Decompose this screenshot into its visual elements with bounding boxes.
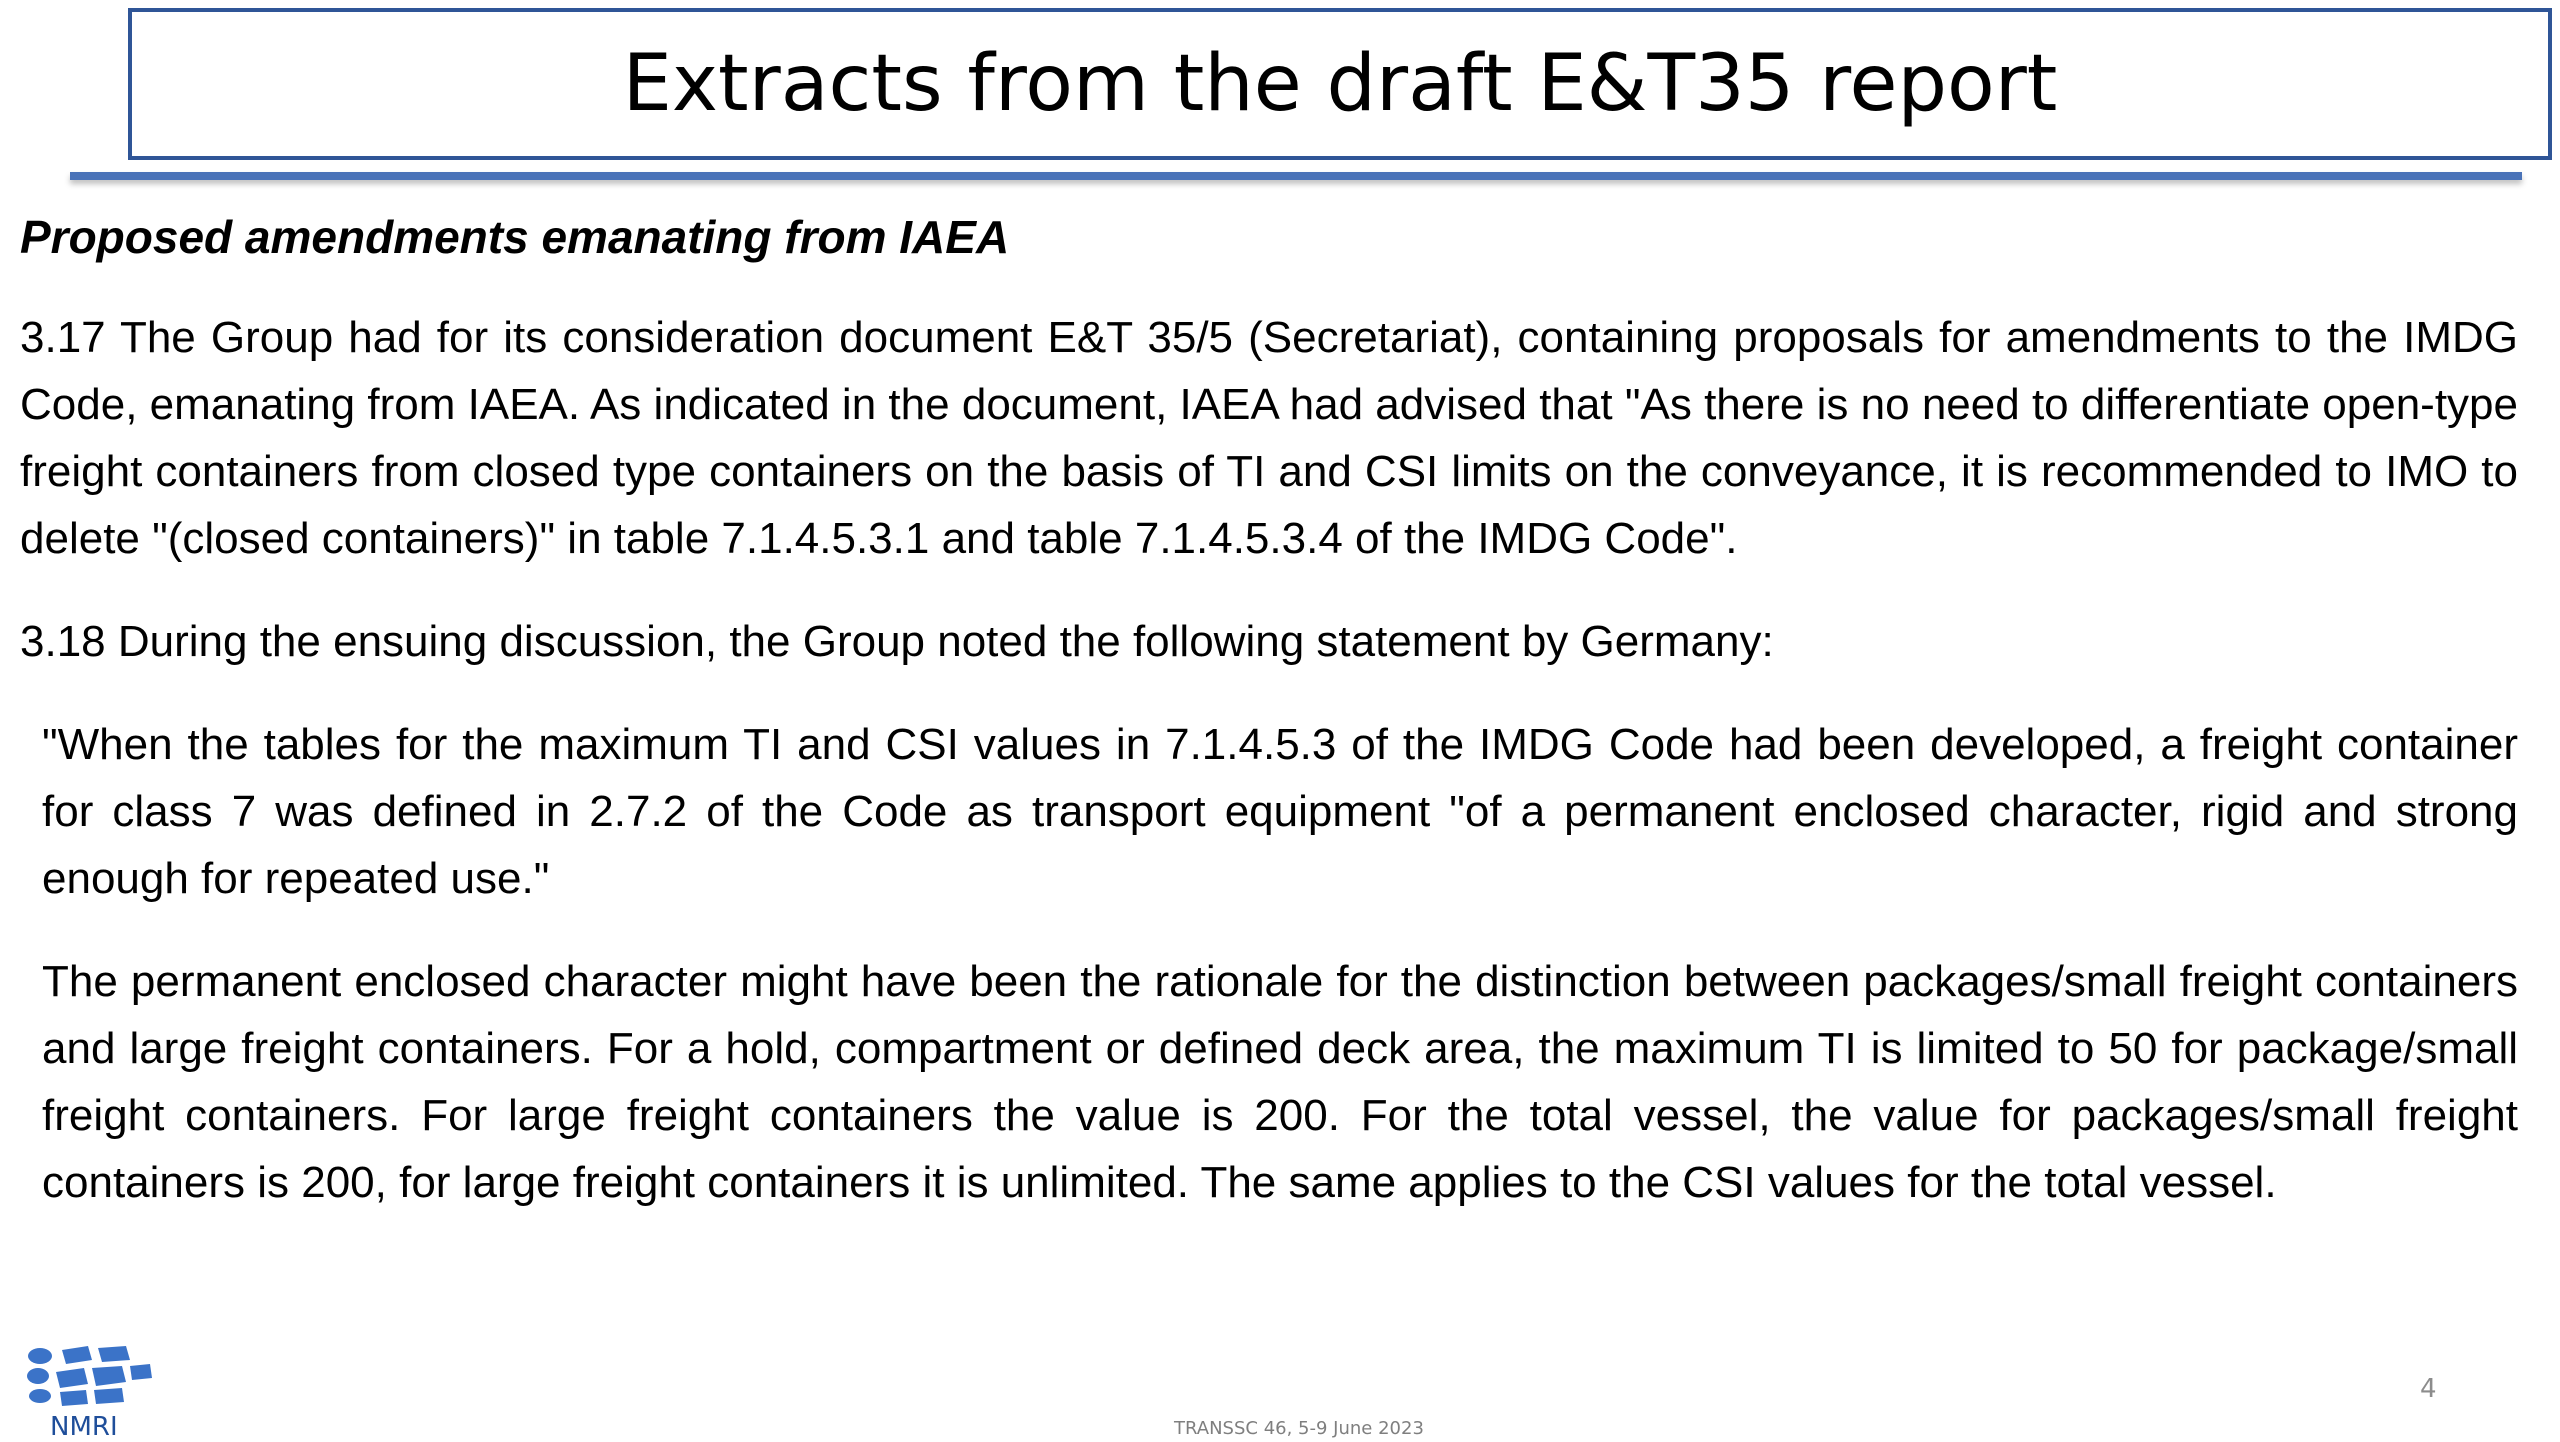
germany-statement-continued: The permanent enclosed character might have been the rationale for the distinction between packages/small freight containers and large freight containers. For a hold, compartment or defined deck area, the maximum TI is limited to 50 for package/small freight containers. For large freight containers the value is 200. For the total vessel, the value for packages/small freight containers is 200, for large freight containers it is unlimited. The same applies to the CSI values for the total vessel. <box>42 957 2518 1207</box>
title-box <box>128 8 2552 160</box>
section-heading: Proposed amendments emanating from IAEA <box>20 211 1010 263</box>
paragraph-3-18: 3.18 During the ensuing discussion, the Group noted the following statement by Germany: <box>20 617 1774 666</box>
paragraph-3-17: 3.17 The Group had for its consideration document E&T 35/5 (Secretariat), containing proposals for amendments to the IMDG Code, emanating from IAEA. As indicated in the document, IAEA had advised that "As there is no need to differentiate open-type freight containers from closed type containers on the basis of TI and CSI limits on the conveyance, it is recommended to IMO to delete "(closed containers)" in table 7.1.4.5.3.1 and table 7.1.4.5.3.4 of the IMDG Code". <box>20 313 2518 563</box>
footer-text: TRANSSC 46, 5-9 June 2023 <box>1174 1418 1424 1439</box>
germany-statement-quote: "When the tables for the maximum TI and CSI values in 7.1.4.5.3 of the IMDG Code had been developed, a freight container for class 7 was defined in 2.7.2 of the Code as transport equipment "of a permanent enclosed character, rigid and strong enough for repeated use." <box>42 720 2518 903</box>
slide-title: Extracts from the draft E&T35 report <box>622 39 2058 129</box>
slide-body <box>20 204 2518 1252</box>
logo-text: NMRI <box>50 1412 118 1442</box>
title-underline <box>70 172 2522 180</box>
page-number: 4 <box>2420 1374 2437 1404</box>
